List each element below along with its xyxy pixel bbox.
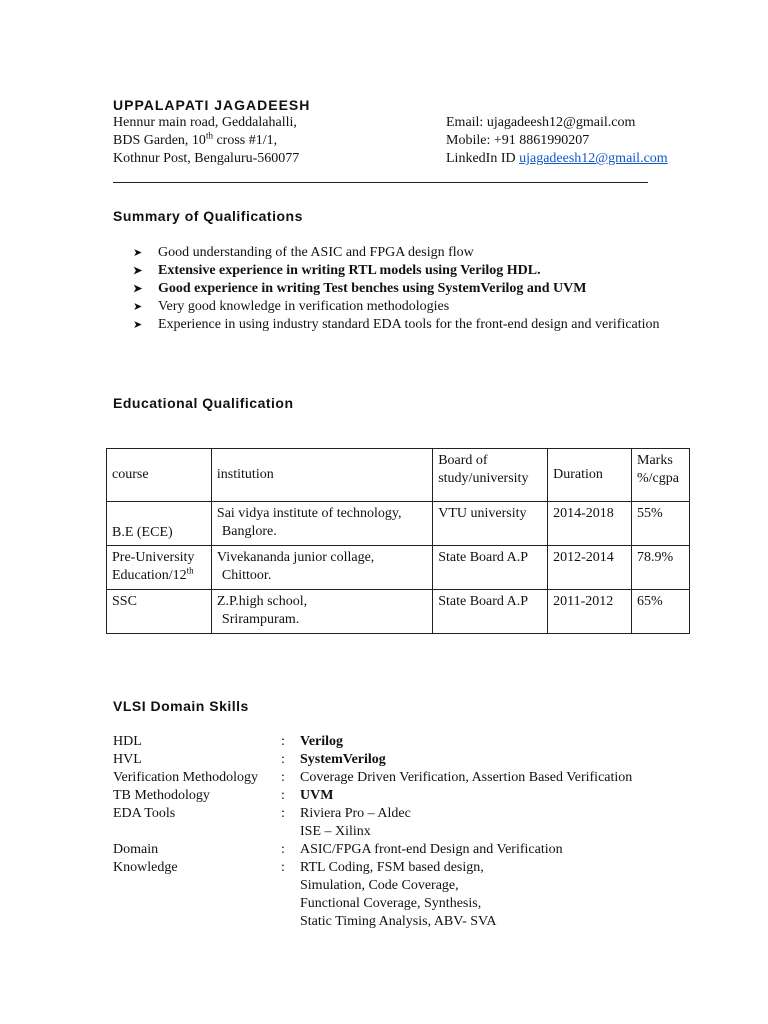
education-title: Educational Qualification	[113, 395, 294, 411]
summary-item: ➤ Good experience in writing Test benches using SystemVerilog and UVM	[133, 281, 587, 296]
education-table	[106, 448, 690, 634]
row-board: VTU university	[433, 502, 548, 546]
header-duration: Duration	[548, 449, 632, 502]
linkedin-link[interactable]: ujagadeesh12@gmail.com	[519, 151, 668, 166]
skill-colon: :	[281, 788, 285, 803]
summary-item: ➤ Good understanding of the ASIC and FPGA design flow	[133, 245, 474, 260]
skill-value: RTL Coding, FSM based design,	[300, 860, 484, 875]
skill-label: TB Methodology	[113, 788, 210, 803]
row-marks: 78.9%	[632, 546, 690, 590]
header-board: Board of study/university	[433, 449, 548, 502]
skill-colon: :	[281, 842, 285, 857]
header-marks: Marks %/cgpa	[632, 449, 690, 502]
skill-label: EDA Tools	[113, 806, 176, 821]
skill-value: SystemVerilog	[300, 752, 386, 767]
skill-label: HDL	[113, 734, 142, 749]
candidate-name: UPPALAPATI JAGADEESH	[113, 97, 311, 113]
skill-colon: :	[281, 734, 285, 749]
table-row	[107, 502, 690, 546]
skill-colon: :	[281, 770, 285, 785]
arrow-bullet-icon: ➤	[133, 283, 143, 295]
summary-item: ➤ Extensive experience in writing RTL models using Verilog HDL.	[133, 263, 541, 278]
row-course: SSC	[107, 590, 212, 634]
skill-value: Static Timing Analysis, ABV- SVA	[300, 914, 497, 929]
row-board: State Board A.P	[433, 546, 548, 590]
skills-title: VLSI Domain Skills	[113, 698, 249, 714]
skill-value: Coverage Driven Verification, Assertion Based Verification	[300, 770, 633, 785]
skill-value: Verilog	[300, 734, 344, 749]
skill-value: Riviera Pro – Aldec	[300, 806, 411, 821]
row-board: State Board A.P	[433, 590, 548, 634]
arrow-bullet-icon: ➤	[133, 247, 143, 259]
skill-label: Verification Methodology	[113, 770, 259, 785]
summary-title: Summary of Qualifications	[113, 208, 303, 224]
summary-list	[133, 244, 660, 334]
skill-label: HVL	[113, 752, 142, 767]
row-course: B.E (ECE)	[107, 502, 212, 546]
row-course: Pre-University Education/12th	[107, 546, 212, 590]
skill-colon: :	[281, 752, 285, 767]
summary-item: ➤ Experience in using industry standard EDA tools for the front-end design and verification	[133, 317, 660, 332]
skill-label: Knowledge	[113, 860, 178, 875]
row-institution: Z.P.high school, Srirampuram.	[211, 590, 432, 634]
linkedin-line: LinkedIn ID ujagadeesh12@gmail.com	[446, 151, 668, 166]
skill-value: Functional Coverage, Synthesis,	[300, 896, 482, 911]
address-block	[113, 114, 299, 168]
arrow-bullet-icon: ➤	[133, 319, 143, 331]
row-institution: Vivekananda junior collage, Chittoor.	[211, 546, 432, 590]
mobile-line: Mobile: +91 8861990207	[446, 133, 590, 148]
skill-value: UVM	[300, 788, 334, 803]
header-course: course	[107, 449, 212, 502]
skill-label: Domain	[113, 842, 159, 857]
email-line: Email: ujagadeesh12@gmail.com	[446, 115, 636, 130]
address-line-2: BDS Garden, 10th cross #1/1,	[113, 130, 278, 148]
skill-value: Simulation, Code Coverage,	[300, 878, 459, 893]
row-marks: 65%	[632, 590, 690, 634]
row-marks: 55%	[632, 502, 690, 546]
skill-value: ISE – Xilinx	[300, 824, 371, 839]
skill-colon: :	[281, 860, 285, 875]
address-line-1: Hennur main road, Geddalahalli,	[113, 115, 297, 130]
row-duration: 2014-2018	[548, 502, 632, 546]
row-duration: 2011-2012	[548, 590, 632, 634]
row-duration: 2012-2014	[548, 546, 632, 590]
summary-item: ➤ Very good knowledge in verification methodologies	[133, 299, 450, 314]
arrow-bullet-icon: ➤	[133, 265, 143, 277]
arrow-bullet-icon: ➤	[133, 301, 143, 313]
table-row	[107, 590, 690, 634]
header-divider	[113, 182, 648, 183]
table-row	[107, 546, 690, 590]
contact-block	[446, 114, 668, 168]
row-institution: Sai vidya institute of technology, Banglore.	[211, 502, 432, 546]
address-line-3: Kothnur Post, Bengaluru-560077	[113, 151, 300, 166]
header-institution: institution	[211, 449, 432, 502]
skill-colon: :	[281, 806, 285, 821]
skill-value: ASIC/FPGA front-end Design and Verification	[300, 842, 563, 857]
table-header-row	[107, 449, 690, 502]
